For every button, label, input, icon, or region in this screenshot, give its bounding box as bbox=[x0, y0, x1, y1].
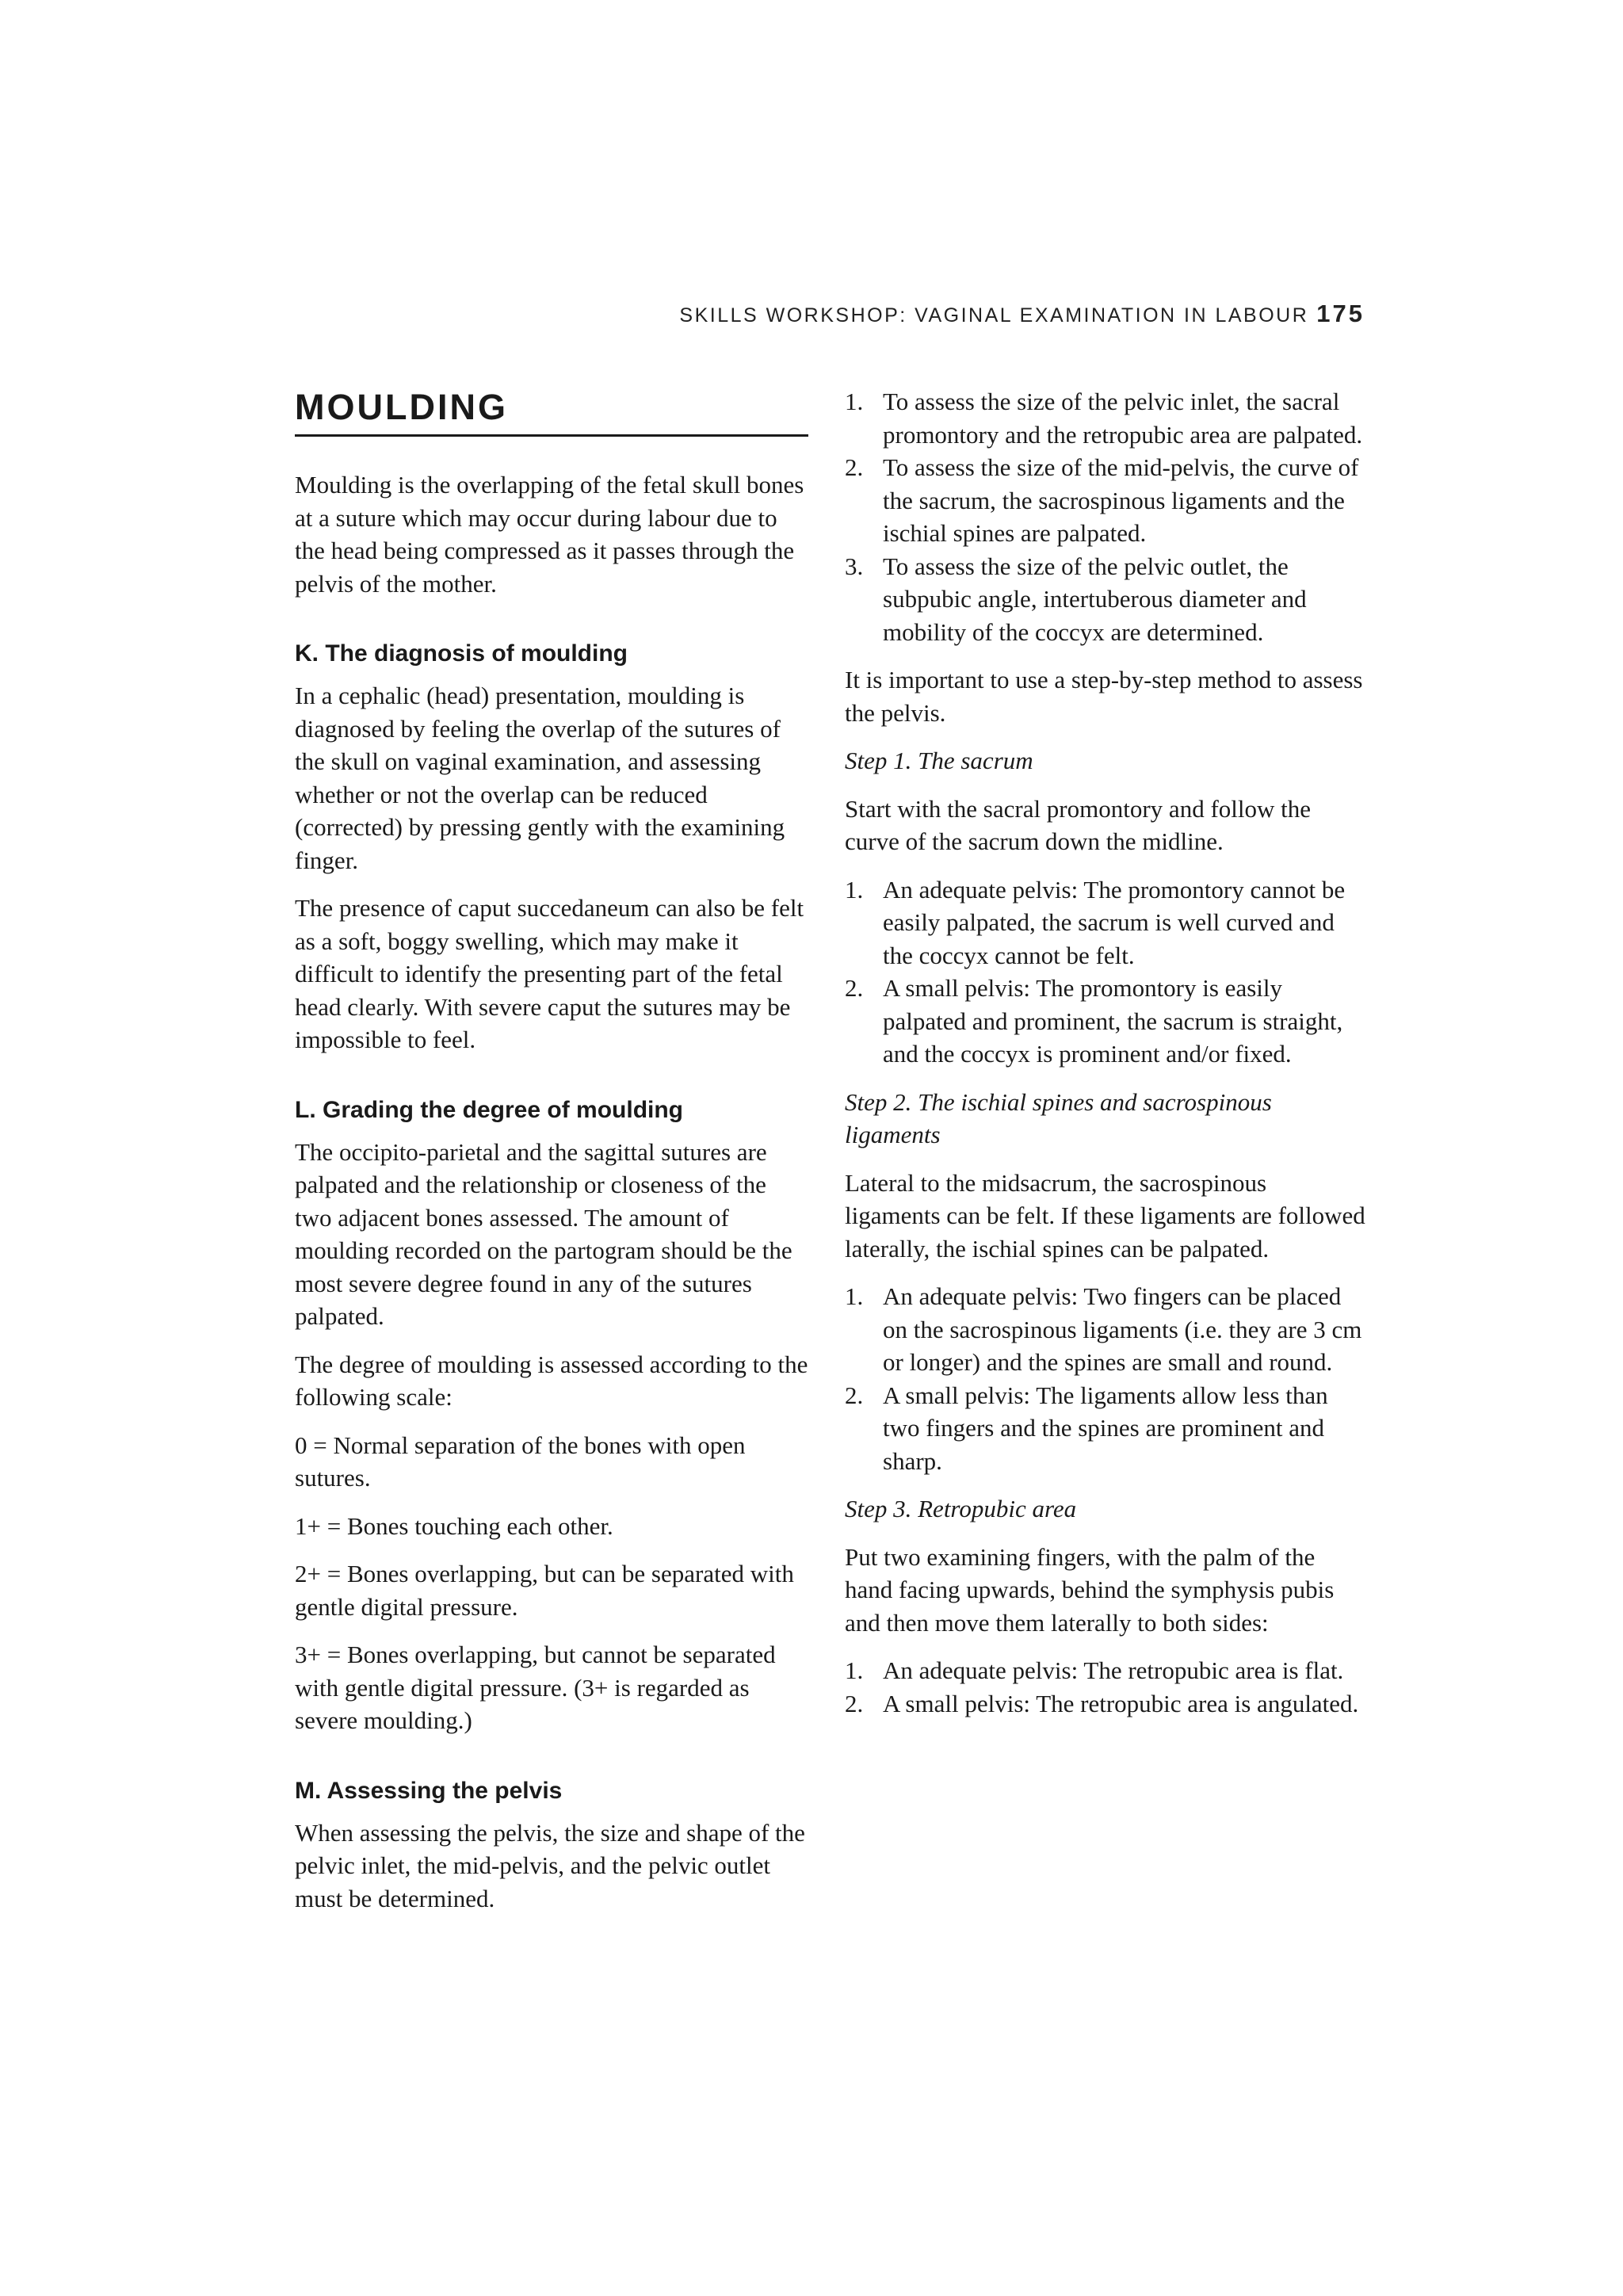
method-paragraph: It is important to use a step-by-step method to assess the pelvis. bbox=[845, 666, 1363, 727]
list-text: To assess the size of the pelvic inlet, the sacral promontory and the retropubic area are palpated. bbox=[883, 388, 1363, 449]
section-title: MOULDING bbox=[295, 385, 808, 437]
list-text: A small pelvis: The ligaments allow less than two fingers and the spines are prominent and sharp. bbox=[883, 1381, 1328, 1475]
paragraph-k2: The presence of caput succedaneum can also be felt as a soft, boggy swelling, which may make it difficult to identify the presenting part of the fetal head clearly. With severe caput the sutures may be impossible to feel. bbox=[295, 894, 804, 1053]
step1-paragraph: Start with the sacral promontory and follow the curve of the sacrum down the midline. bbox=[845, 794, 1312, 855]
assessment-list bbox=[845, 385, 1368, 648]
list-item bbox=[845, 1687, 1368, 1721]
paragraph-m1: When assessing the pelvis, the size and shape of the pelvic inlet, the mid-pelvis, and the pelvic outlet must be determined. bbox=[295, 1818, 805, 1912]
list-text: A small pelvis: The retropubic area is angulated. bbox=[883, 1689, 1359, 1717]
subheading-l: L. Grading the degree of moulding bbox=[295, 1096, 684, 1123]
list-number: 1. bbox=[845, 875, 864, 904]
running-header bbox=[679, 300, 1365, 328]
list-item bbox=[845, 873, 1368, 972]
list-item bbox=[845, 550, 1368, 649]
left-column bbox=[295, 385, 808, 1930]
paragraph-k1: In a cephalic (head) presentation, moulding is diagnosed by feeling the overlap of the sutures of the skull on vaginal examination, and assessing whether or not the overlap can be reduced (corrected) by pressing gently with the examining finger. bbox=[295, 682, 785, 874]
step3-list bbox=[845, 1654, 1368, 1720]
step3-paragraph: Put two examining fingers, with the palm of the hand facing upwards, behind the symphysis pubis and then move them laterally to both sides: bbox=[845, 1542, 1335, 1637]
step3-title: Step 3. Retropubic area bbox=[845, 1495, 1077, 1522]
list-number: 3. bbox=[845, 552, 864, 580]
step1-list bbox=[845, 873, 1368, 1071]
list-item bbox=[845, 1280, 1368, 1379]
list-text: To assess the size of the pelvic outlet, the subpubic angle, intertuberous diameter and mobility of the coccyx are determined. bbox=[883, 552, 1307, 646]
list-number: 2. bbox=[845, 1381, 864, 1409]
intro-paragraph: Moulding is the overlapping of the fetal skull bones at a suture which may occur during labour due to the head being compressed as it passes through the pelvis of the mother. bbox=[295, 471, 804, 598]
step2-paragraph: Lateral to the midsacrum, the sacrospinous ligaments can be felt. If these ligaments are followed laterally, the ischial spines can be palpated. bbox=[845, 1168, 1365, 1263]
list-number: 1. bbox=[845, 1656, 864, 1684]
scale-item: 3+ = Bones overlapping, but cannot be separated with gentle digital pressure. (3+ is regarded as severe moulding.) bbox=[295, 1641, 776, 1734]
right-column bbox=[845, 385, 1368, 1735]
paragraph-l2: The degree of moulding is assessed according to the following scale: bbox=[295, 1350, 808, 1411]
paragraph-l1: The occipito-parietal and the sagittal sutures are palpated and the relationship or closeness of the two adjacent bones assessed. The amount of moulding recorded on the partogram should be the most severe degree found in any of the sutures palpated. bbox=[295, 1137, 792, 1330]
list-item bbox=[845, 972, 1368, 1071]
step1-title: Step 1. The sacrum bbox=[845, 747, 1033, 774]
list-item bbox=[845, 451, 1368, 550]
list-text: An adequate pelvis: Two fingers can be placed on the sacrospinous ligaments (i.e. they are 3 cm or longer) and the spines are small and round. bbox=[883, 1282, 1362, 1376]
list-text: An adequate pelvis: The retropubic area is flat. bbox=[883, 1656, 1344, 1684]
scale-item: 0 = Normal separation of the bones with open sutures. bbox=[295, 1431, 746, 1492]
running-title: SKILLS WORKSHOP: VAGINAL EXAMINATION IN LABOUR bbox=[679, 304, 1309, 327]
page-number: 175 bbox=[1316, 300, 1365, 327]
subheading-m: M. Assessing the pelvis bbox=[295, 1777, 563, 1804]
scale-item: 2+ = Bones overlapping, but can be separated with gentle digital pressure. bbox=[295, 1560, 794, 1621]
list-number: 2. bbox=[845, 974, 864, 1002]
subheading-k: K. The diagnosis of moulding bbox=[295, 640, 628, 667]
list-number: 1. bbox=[845, 388, 864, 415]
list-text: To assess the size of the mid-pelvis, the curve of the sacrum, the sacrospinous ligaments and the ischial spines are palpated. bbox=[883, 453, 1359, 547]
list-text: A small pelvis: The promontory is easily palpated and prominent, the sacrum is straight, and the coccyx is prominent and/or fixed. bbox=[883, 974, 1343, 1068]
list-item bbox=[845, 385, 1368, 451]
list-number: 2. bbox=[845, 453, 864, 481]
list-item bbox=[845, 1654, 1368, 1687]
scale-item: 1+ = Bones touching each other. bbox=[295, 1511, 613, 1540]
step2-title: Step 2. The ischial spines and sacrospinous ligaments bbox=[845, 1087, 1272, 1148]
list-number: 1. bbox=[845, 1282, 864, 1310]
list-number: 2. bbox=[845, 1689, 864, 1717]
list-item bbox=[845, 1379, 1368, 1478]
list-text: An adequate pelvis: The promontory cannot be easily palpated, the sacrum is well curved and the coccyx cannot be felt. bbox=[883, 875, 1346, 969]
step2-list bbox=[845, 1280, 1368, 1477]
